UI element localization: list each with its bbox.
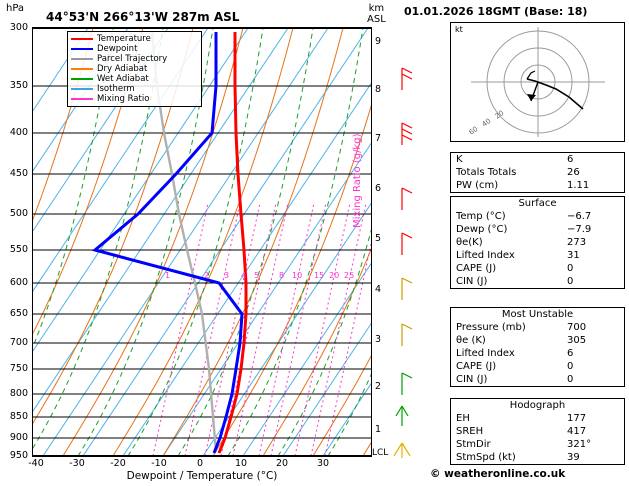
wind-barbs [388, 28, 428, 458]
temperature-tick: -40 [28, 458, 44, 469]
row-key: StmDir [456, 439, 491, 450]
hodograph-ring-label: 60 [467, 124, 480, 137]
row-key: Lifted Index [456, 250, 515, 261]
row-value: 1.11 [567, 180, 590, 191]
pressure-tick: 350 [9, 80, 28, 91]
row-key: SREH [456, 426, 484, 437]
legend-swatch-wet-adiabat [71, 78, 93, 80]
table-row [451, 438, 624, 451]
lcl-label: LCL [372, 448, 389, 458]
pressure-tick: 450 [9, 168, 28, 179]
legend-swatch-isotherm [71, 88, 93, 90]
skewt-plot [32, 27, 372, 457]
table-row [451, 360, 624, 373]
table-header: Surface [518, 198, 557, 209]
row-key: Dewp (°C) [456, 224, 508, 235]
pressure-tick: 700 [9, 337, 28, 348]
row-value: −6.7 [567, 211, 592, 222]
row-key: CAPE (J) [456, 361, 497, 372]
legend-item [71, 64, 198, 74]
legend-swatch-temperature [71, 38, 93, 40]
height-tick: 7 [375, 133, 382, 144]
row-key: PW (cm) [456, 180, 499, 191]
mixing-ratio-label: 20 [329, 271, 340, 280]
row-key: StmSpd (kt) [456, 452, 516, 463]
table-row [451, 373, 624, 386]
table-row [451, 347, 624, 360]
pressure-tick: 300 [9, 22, 28, 33]
row-key: θe(K) [456, 237, 483, 248]
legend-label: Parcel Trajectory [97, 54, 168, 64]
table-row [451, 153, 624, 166]
row-key: CIN (J) [456, 374, 488, 385]
table-row [451, 425, 624, 438]
height-unit-label [367, 3, 386, 25]
row-value: 31 [567, 250, 580, 261]
row-key: Pressure (mb) [456, 322, 526, 333]
table-row [451, 223, 624, 236]
legend-swatch-dry-adiabat [71, 68, 93, 70]
hodograph-title: 01.01.2026 18GMT (Base: 18) [404, 5, 588, 18]
height-tick: 6 [375, 183, 382, 194]
hodograph-plot [451, 23, 624, 141]
legend-label: Temperature [97, 34, 151, 44]
table-header: Hodograph [509, 400, 566, 411]
temperature-tick: 0 [196, 458, 204, 469]
pressure-tick: 400 [9, 127, 28, 138]
most-unstable-table [450, 307, 625, 387]
row-value: 417 [567, 426, 587, 437]
station-title: 44°53'N 266°13'W 287m ASL [46, 10, 240, 24]
table-header: Most Unstable [501, 309, 574, 320]
legend-item [71, 34, 198, 44]
hodograph-unit-label: kt [455, 25, 463, 34]
mixing-ratio-label: 10 [292, 271, 303, 280]
height-tick: 2 [375, 381, 382, 392]
height-tick: 3 [375, 334, 382, 345]
table-row [451, 451, 624, 464]
pressure-unit-label: hPa [6, 3, 25, 14]
height-unit-line2: ASL [367, 14, 386, 25]
pressure-tick: 650 [9, 308, 28, 319]
row-key: CIN (J) [456, 276, 488, 287]
x-axis-title: Dewpoint / Temperature (°C) [126, 470, 278, 482]
table-row [451, 262, 624, 275]
row-value: −7.9 [567, 224, 592, 235]
pressure-tick: 950 [9, 450, 28, 461]
height-tick: 9 [375, 36, 382, 47]
mixing-ratio-axis-title: Mixing Ratio (g/kg) [352, 133, 363, 228]
table-row [451, 166, 624, 179]
temperature-tick: -30 [69, 458, 85, 469]
mixing-ratio-label: 4 [241, 271, 247, 280]
pressure-tick: 600 [9, 277, 28, 288]
mixing-ratio-label: 5 [254, 271, 260, 280]
table-row [451, 210, 624, 223]
table-row [451, 321, 624, 334]
legend-swatch-parcel [71, 58, 93, 60]
mixing-ratio-label: 3 [224, 271, 230, 280]
row-key: EH [456, 413, 470, 424]
height-unit-line1: km [368, 3, 385, 14]
row-value: 0 [567, 361, 574, 372]
legend-item [71, 54, 198, 64]
hodograph-stats-table [450, 398, 625, 465]
legend-label: Dewpoint [97, 44, 138, 54]
row-key: Totals Totals [456, 167, 517, 178]
height-tick: 4 [375, 284, 382, 295]
hodograph-panel [450, 22, 625, 142]
row-value: 321° [567, 439, 592, 450]
legend-label: Dry Adiabat [97, 64, 148, 74]
row-value: 177 [567, 413, 587, 424]
chart-legend [67, 31, 202, 107]
legend-label: Isotherm [97, 84, 135, 94]
row-value: 305 [567, 335, 587, 346]
table-row [451, 275, 624, 288]
mixing-ratio-label: 25 [344, 271, 355, 280]
row-value: 0 [567, 263, 574, 274]
legend-swatch-dewpoint [71, 48, 93, 50]
legend-item [71, 94, 198, 104]
row-value: 0 [567, 374, 574, 385]
row-value: 6 [567, 348, 574, 359]
legend-item [71, 44, 198, 54]
mixing-ratio-label: 15 [314, 271, 325, 280]
row-value: 6 [567, 154, 574, 165]
row-value: 26 [567, 167, 580, 178]
temperature-tick: 30 [316, 458, 330, 469]
row-key: Lifted Index [456, 348, 515, 359]
height-tick: 1 [375, 424, 382, 435]
legend-item [71, 84, 198, 94]
legend-item [71, 74, 198, 84]
pressure-tick: 800 [9, 388, 28, 399]
legend-label: Wet Adiabat [97, 74, 149, 84]
height-tick: 5 [375, 233, 382, 244]
mixing-ratio-label: 2 [204, 271, 210, 280]
row-key: CAPE (J) [456, 263, 497, 274]
hodograph-ring-label: 40 [480, 116, 493, 129]
row-value: 273 [567, 237, 587, 248]
table-row [451, 249, 624, 262]
table-row [451, 412, 624, 425]
pressure-tick: 750 [9, 363, 28, 374]
mixing-ratio-label: 8 [279, 271, 285, 280]
height-tick: 8 [375, 84, 382, 95]
pressure-tick: 900 [9, 432, 28, 443]
pressure-tick: 550 [9, 244, 28, 255]
row-key: Temp (°C) [456, 211, 506, 222]
row-value: 700 [567, 322, 587, 333]
indices-table [450, 152, 625, 193]
row-key: θe (K) [456, 335, 486, 346]
surface-table [450, 196, 625, 289]
mixing-ratio-label: 1 [165, 271, 171, 280]
temperature-tick: -20 [110, 458, 126, 469]
table-row [451, 179, 624, 192]
copyright-credit: © weatheronline.co.uk [430, 468, 566, 480]
table-row [451, 334, 624, 347]
row-value: 0 [567, 276, 574, 287]
legend-swatch-mixing-ratio [71, 98, 93, 100]
temperature-tick: 20 [275, 458, 289, 469]
temperature-tick: 10 [234, 458, 248, 469]
pressure-tick: 500 [9, 208, 28, 219]
pressure-tick: 850 [9, 411, 28, 422]
temperature-tick: -10 [151, 458, 167, 469]
row-key: K [456, 154, 463, 165]
legend-label: Mixing Ratio [97, 94, 150, 104]
table-row [451, 236, 624, 249]
row-value: 39 [567, 452, 580, 463]
hodograph-ring-label: 20 [493, 108, 506, 121]
